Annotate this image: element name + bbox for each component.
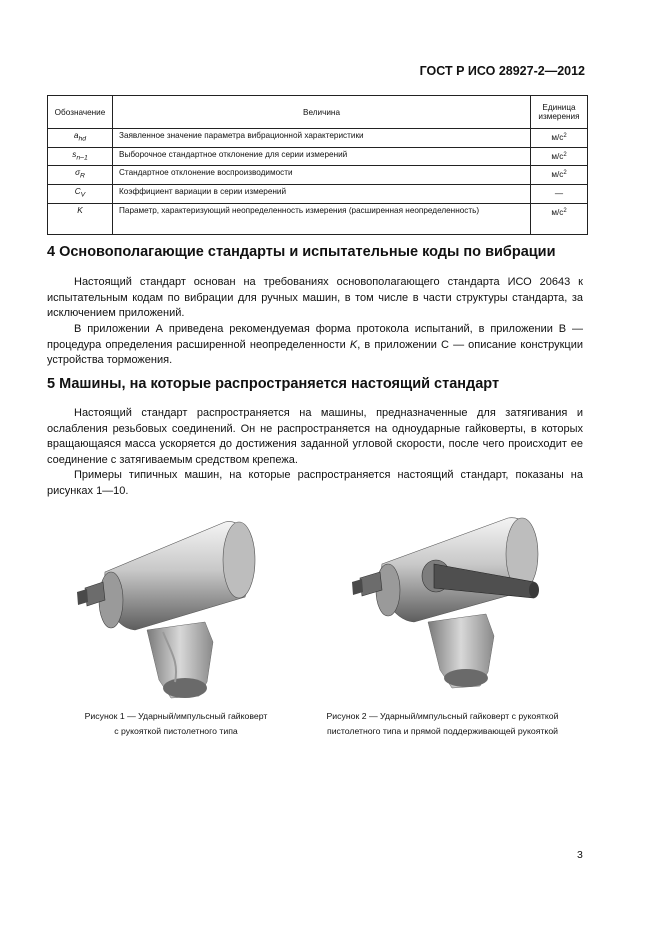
symbols-table: [47, 95, 588, 235]
unit-cell: $м/с^2$: [531, 166, 588, 185]
section-5-heading: 5 Машины, на которые распространяется настоящий стандарт: [47, 376, 500, 392]
unit-header-line2: измерения: [538, 112, 580, 121]
table-row: [48, 129, 588, 148]
figure-1-impact-wrench-image: [75, 512, 265, 704]
unit-header-line1: Единица: [542, 103, 576, 112]
col-quantity-header: Величина: [113, 96, 531, 129]
unit-cell: $м/с^2$: [531, 147, 588, 166]
figure-2-caption-line2: пистолетного типа и прямой поддерживающей рукояткой: [326, 726, 559, 736]
section-5-paragraph-1: Настоящий стандарт распространяется на машины, предназначенные для затягивания и ослабления резьбовых соединений. Он не распространяется на одноударные гайковерты, в которых вращающаяся масса ускоряется до достижения заданной угловой скорости, после чего происходит ее соединение с затягиваемым средством крепежа.: [47, 407, 583, 467]
unit-cell: $м/с^2$: [531, 203, 588, 234]
figure-1-caption-line2: с рукояткой пистолетного типа: [114, 726, 238, 736]
col-unit-header: [531, 96, 588, 129]
table-row: [48, 184, 588, 203]
quantity-cell: Параметр, характеризующий неопределенность измерения (расширенная неопределенность): [113, 203, 531, 234]
quantity-cell: Коэффициент вариации в серии измерений: [113, 184, 531, 203]
table-row: [48, 147, 588, 166]
page-number: 3: [577, 849, 583, 861]
unit-cell: $м/с^2$: [531, 129, 588, 148]
col-symbol-header: Обозначение: [48, 96, 113, 129]
section-5-paragraph-2: Примеры типичных машин, на которые распространяется настоящий стандарт, показаны на рисунках 1—10.: [47, 469, 583, 497]
table-header-row: [48, 96, 588, 129]
symbol-cell: $\sigma_R$: [48, 166, 113, 185]
quantity-cell: Выборочное стандартное отклонение для серии измерений: [113, 147, 531, 166]
figure-1-caption-line1: Рисунок 1 — Ударный/импульсный гайковерт: [84, 711, 268, 721]
unit-cell: —: [531, 184, 588, 203]
quantity-cell: Заявленное значение параметра вибрационной характеристики: [113, 129, 531, 148]
symbol-cell: $a_{hd}$: [48, 129, 113, 148]
table-row: [48, 203, 588, 234]
quantity-cell: Стандартное отклонение воспроизводимости: [113, 166, 531, 185]
figure-2-caption-line1: Рисунок 2 — Ударный/импульсный гайковерт с рукояткой: [326, 711, 559, 721]
section-4-heading: 4 Основополагающие стандарты и испытательные коды по вибрации: [47, 244, 556, 260]
symbol-cell: $s_{n-1}$: [48, 147, 113, 166]
section-4-paragraph-2: В приложении А приведена рекомендуемая форма протокола испытаний, в приложении В — процедура определения расширенной неопределенности K, в приложении С — описание конструкции устройства торможения.: [47, 323, 583, 367]
figure-2-impact-wrench-image: [348, 512, 562, 704]
section-4-paragraph-1: Настоящий стандарт основан на требованиях основополагающего стандарта ИСО 20643 к испытательным кодам по вибрации для ручных машин, в том числе в части структуры стандарта, за исключением приложений.: [47, 276, 583, 320]
document-header: ГОСТ Р ИСО 28927-2—2012: [419, 64, 585, 78]
symbol-cell: $C_V$: [48, 184, 113, 203]
figure-2-caption: [296, 709, 589, 739]
symbol-cell: K: [48, 203, 113, 234]
table-row: [48, 166, 588, 185]
figure-1-caption: [47, 709, 305, 739]
